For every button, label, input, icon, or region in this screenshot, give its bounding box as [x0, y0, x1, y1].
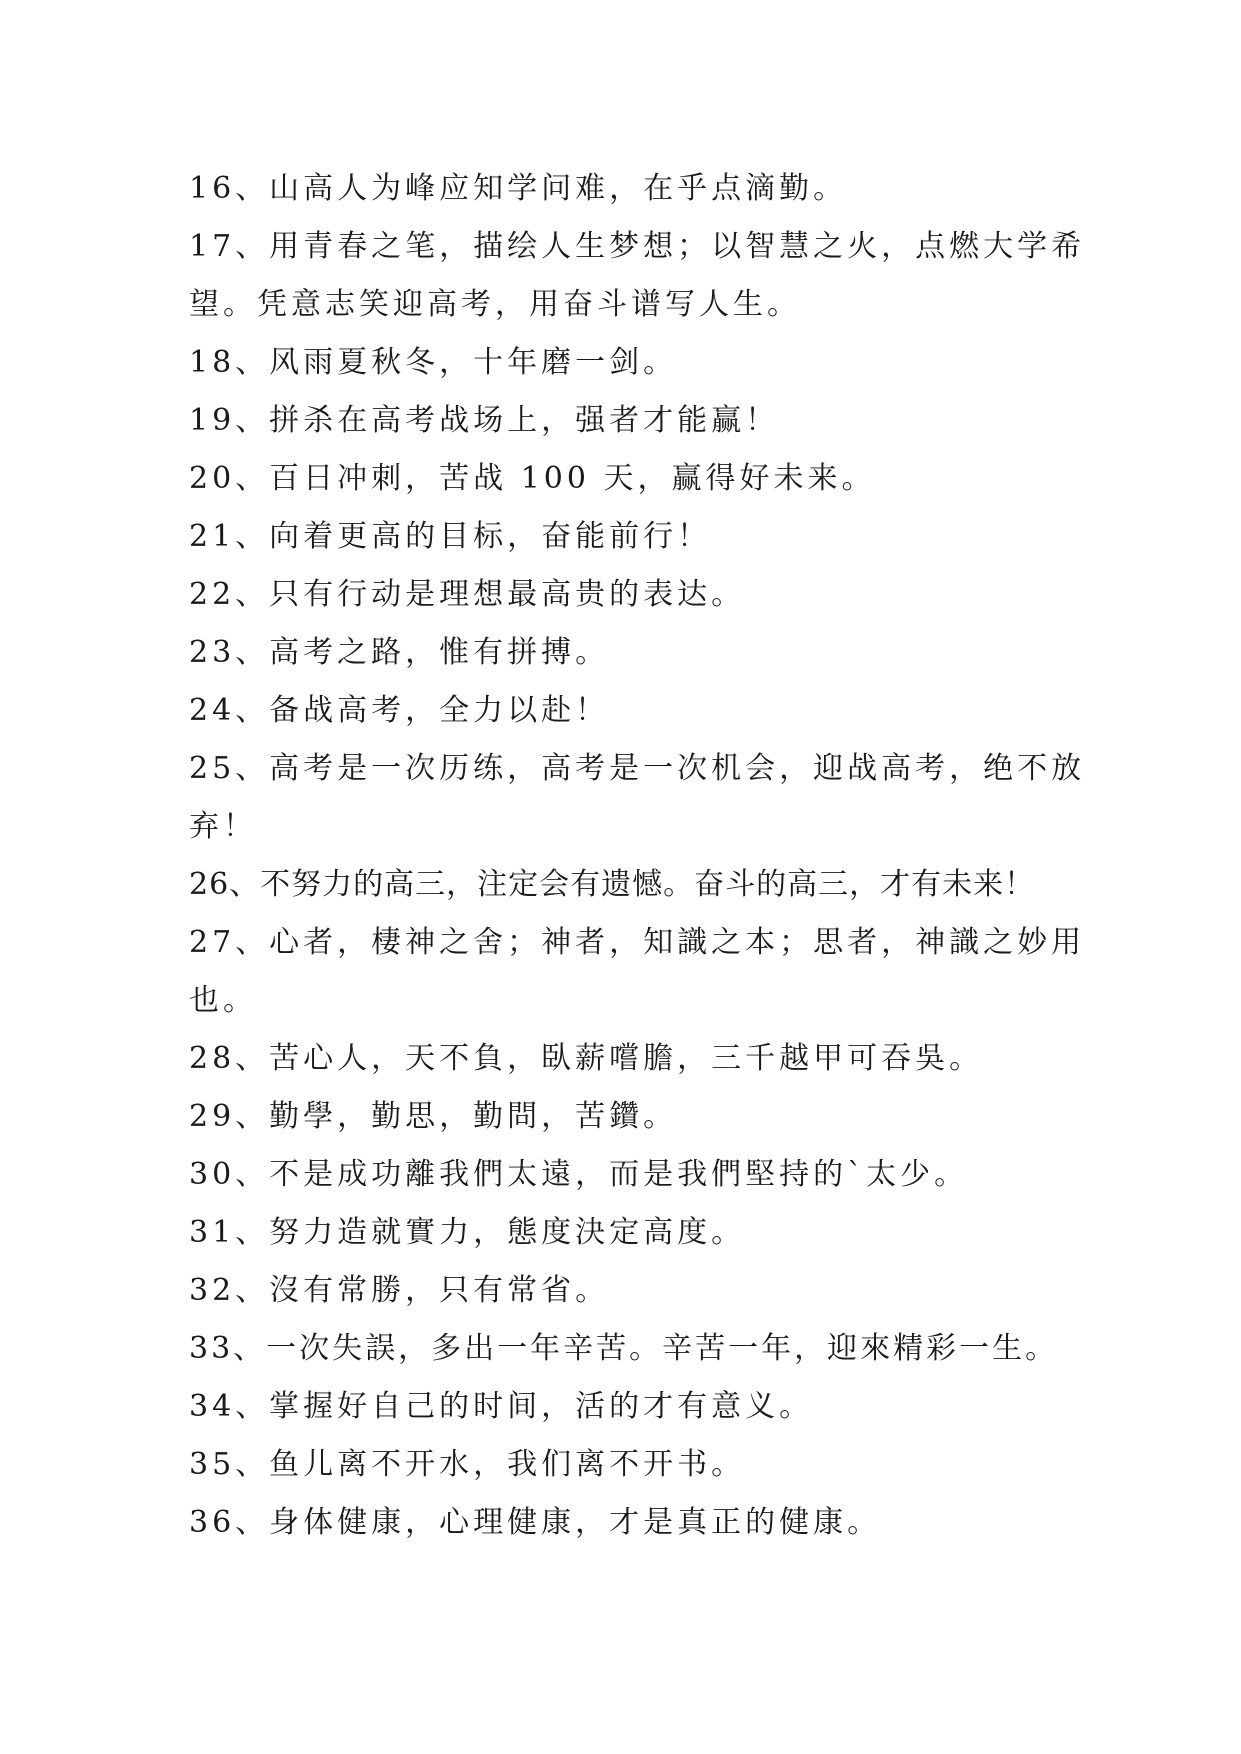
text-line-23: 23、高考之路，惟有拼搏。: [189, 635, 610, 670]
text-line-28: 28、苦心人，天不負，臥薪嚐膽，三千越甲可吞吳。: [189, 1041, 984, 1076]
document-body: [189, 160, 1086, 1552]
text-line-31: 31、努力造就實力，態度決定高度。: [189, 1215, 746, 1250]
text-line-29: 29、勤學，勤思，勤問，苦鑽。: [189, 1099, 678, 1134]
text-line-27b: 也。: [189, 983, 257, 1018]
text-line-34: 34、掌握好自己的时间，活的才有意义。: [189, 1389, 814, 1424]
text-line-22: 22、只有行动是理想最高贵的表达。: [189, 577, 746, 612]
text-line-17b: 望。凭意志笑迎高考，用奋斗谱写人生。: [189, 287, 801, 322]
text-line-30: 30、不是成功離我們太遠，而是我們堅持的`太少。: [189, 1157, 969, 1192]
text-line-25b: 弃！: [189, 809, 257, 844]
text-line-20: 20、百日冲刺，苦战 100 天，赢得好未来。: [189, 461, 876, 496]
text-line-18: 18、风雨夏秋冬，十年磨一剑。: [189, 345, 678, 380]
text-line-19: 19、拼杀在高考战场上，强者才能赢！: [189, 403, 780, 438]
text-line-36: 36、身体健康，心理健康，才是真正的健康。: [189, 1505, 882, 1540]
text-line-26: 26、不努力的高三，注定会有遗憾。奋斗的高三，才有未来！: [189, 867, 1036, 902]
text-line-33: 33、一次失誤，多出一年辛苦。辛苦一年，迎來精彩一生。: [189, 1331, 1059, 1366]
text-line-32: 32、沒有常勝，只有常省。: [189, 1273, 610, 1308]
text-line-17a: 17、用青春之笔，描绘人生梦想；以智慧之火，点燃大学希: [189, 229, 1086, 264]
text-line-24: 24、备战高考，全力以赴！: [189, 693, 610, 728]
text-line-16: 16、山高人为峰应知学问难，在乎点滴勤。: [189, 171, 848, 206]
text-line-25a: 25、高考是一次历练，高考是一次机会，迎战高考，绝不放: [189, 751, 1086, 786]
text-line-27a: 27、心者，棲神之舍；神者，知識之本；思者，神識之妙用: [189, 925, 1086, 960]
text-line-21: 21、向着更高的目标，奋能前行！: [189, 519, 712, 554]
text-line-35: 35、鱼儿离不开水，我们离不开书。: [189, 1447, 746, 1482]
